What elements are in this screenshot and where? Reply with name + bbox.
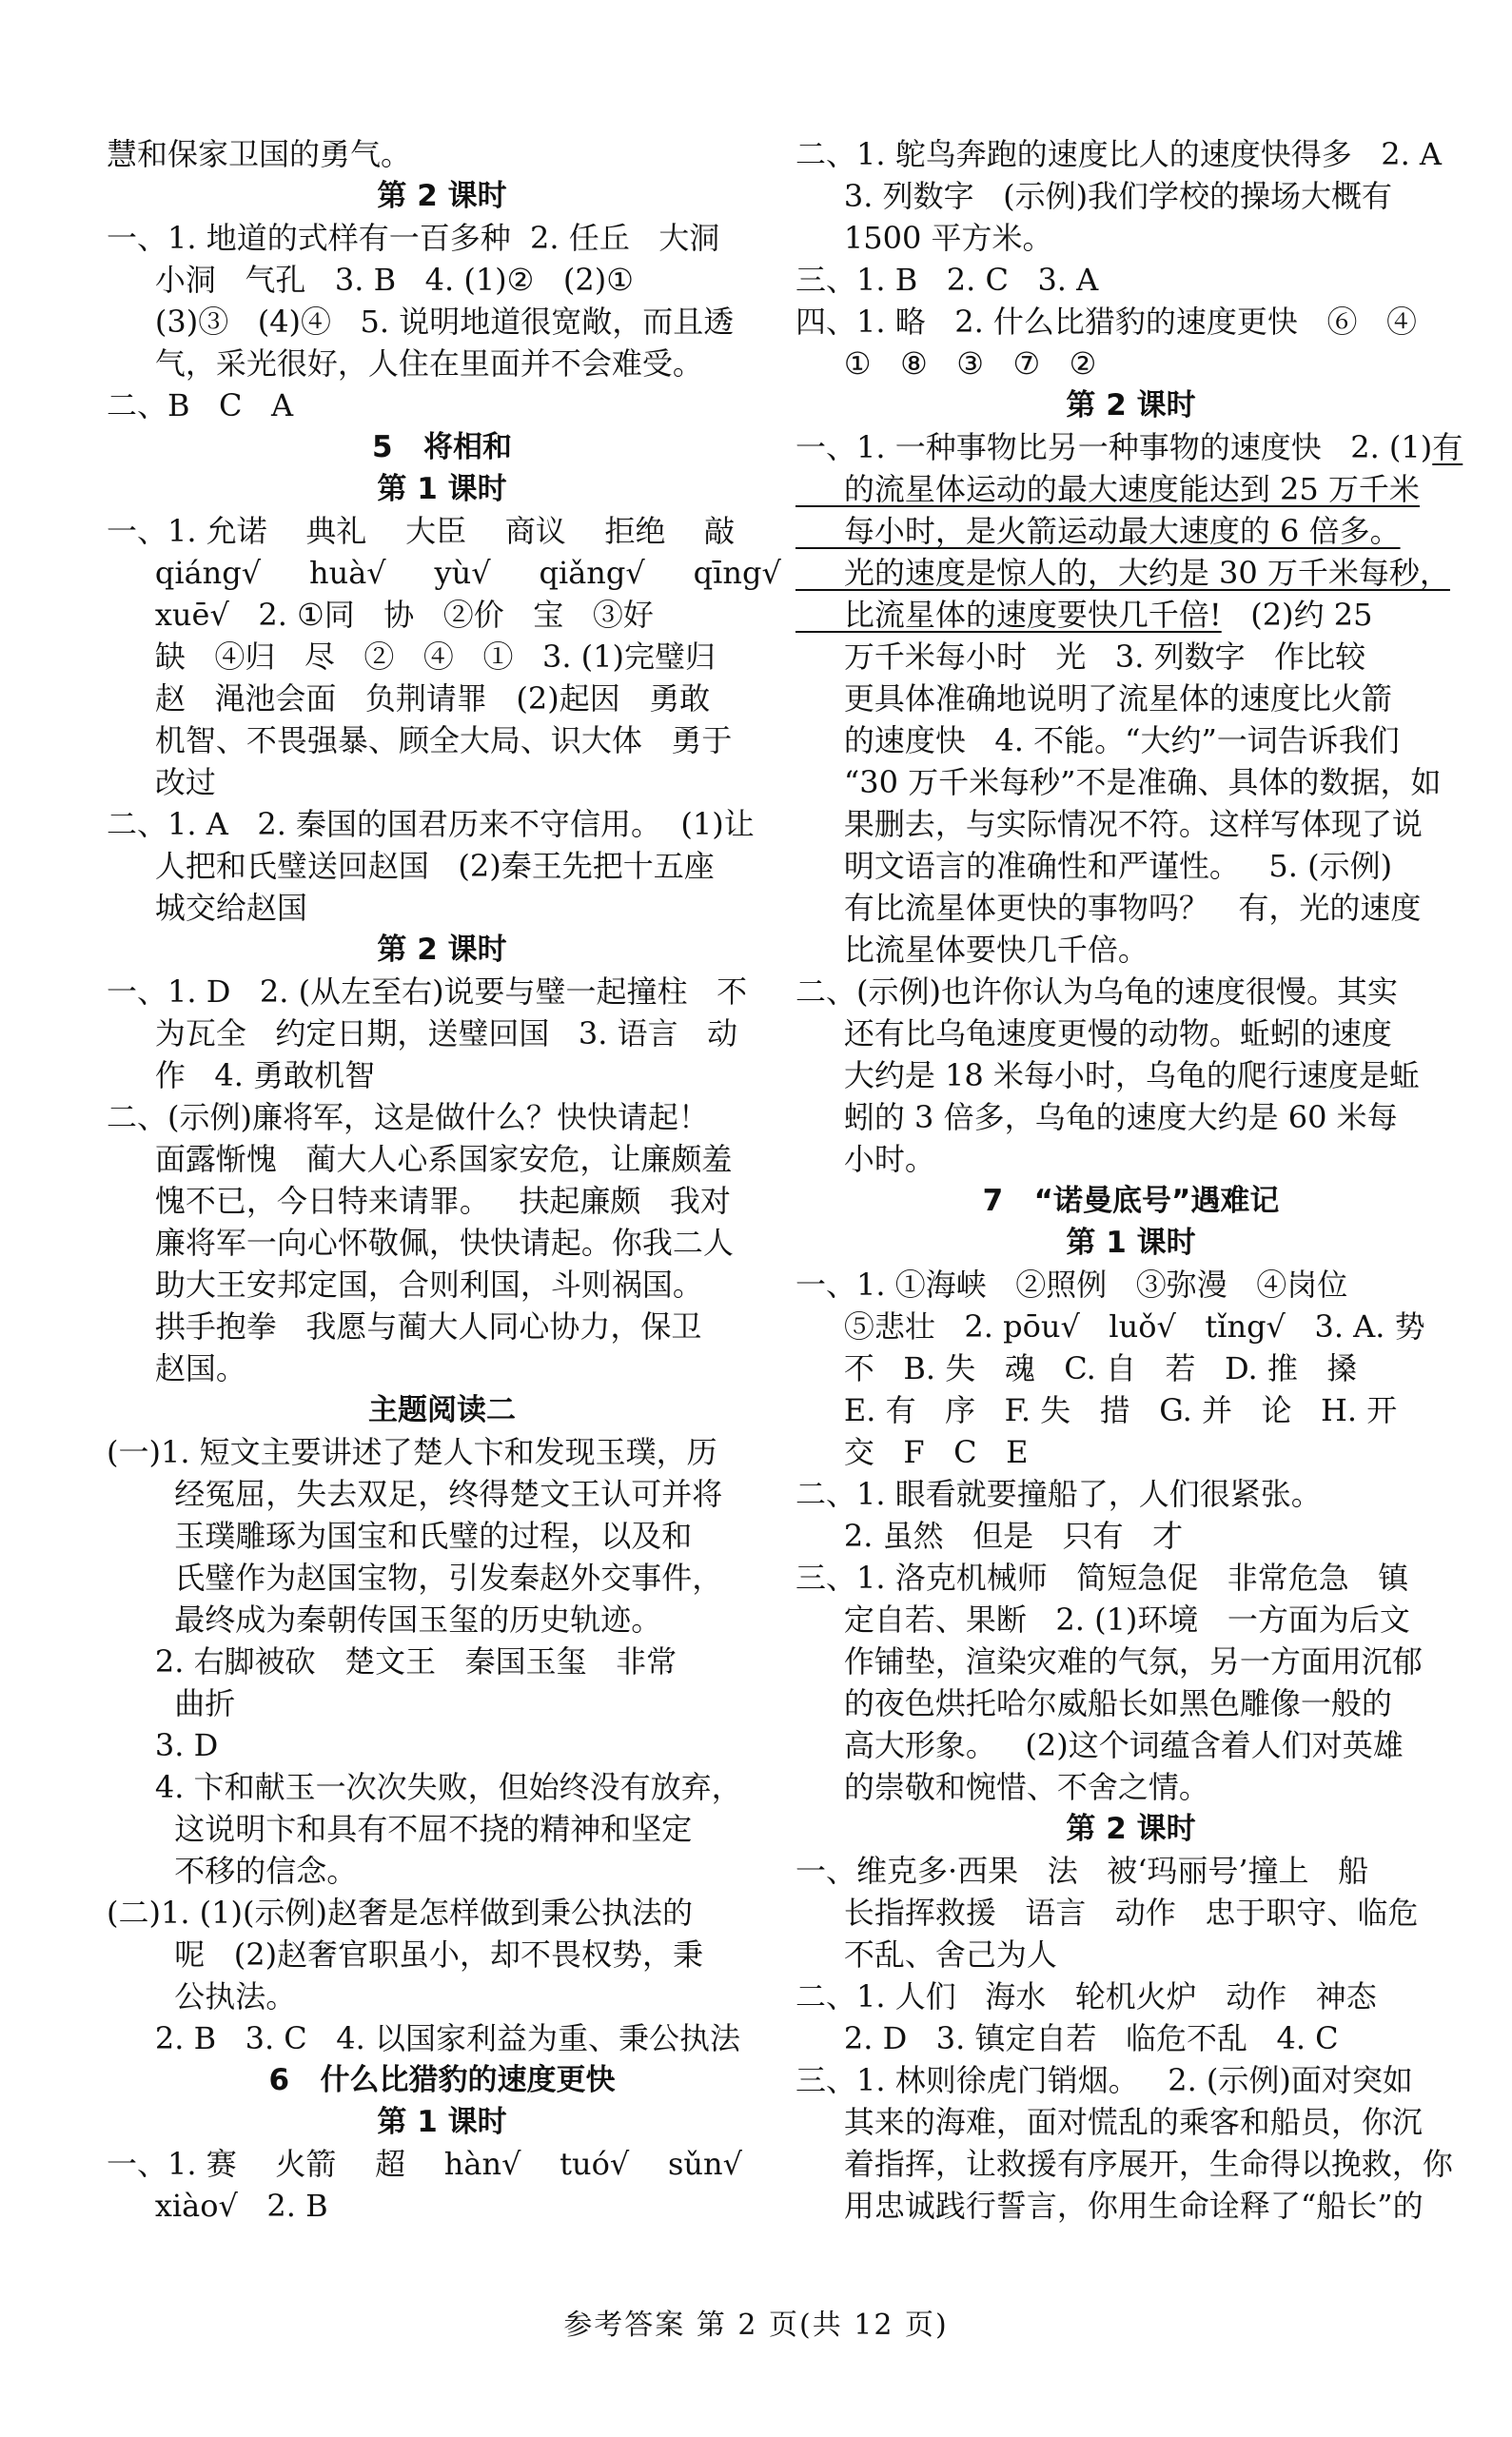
- answer-line: [107, 510, 777, 552]
- line-text: 定自若、果断 2. (1)环境 一方面为后文: [795, 1602, 1410, 1638]
- answer-line: [107, 636, 777, 678]
- line-text: 这说明卞和具有不屈不挠的精神和坚定: [107, 1811, 693, 1847]
- answer-line: [107, 1766, 777, 1808]
- answer-line: [107, 803, 777, 845]
- line-text: 二、1. 人们 海水 轮机火炉 动作 神态: [795, 1978, 1377, 2014]
- answer-line: [107, 1431, 777, 1473]
- answer-line: [795, 1347, 1466, 1389]
- line-text: 愧不已，今日特来请罪。 扶起廉颇 我对: [107, 1183, 731, 1219]
- underlined-text: 的流星体运动的最大速度能达到 25 万千米: [795, 471, 1420, 507]
- line-text: 还有比乌龟速度更慢的动物。蚯蚓的速度: [795, 1015, 1392, 1051]
- answer-line: [107, 1306, 777, 1347]
- line-text: 比流星体要快几千倍。: [795, 932, 1149, 968]
- line-text: 明文语言的准确性和严谨性。 5. (示例): [795, 848, 1393, 884]
- line-text: 一、1. 一种事物比另一种事物的速度快 2. (1): [795, 429, 1433, 465]
- answer-line: [795, 678, 1466, 719]
- section-heading: [107, 1389, 777, 1431]
- line-text: 作 4. 勇敢机智: [107, 1057, 376, 1093]
- right-column: [795, 133, 1466, 2227]
- section-heading: [107, 929, 777, 971]
- line-text: 为瓦全 约定日期，送璧回国 3. 语言 动: [107, 1015, 738, 1051]
- answer-line: [107, 1347, 777, 1389]
- section-heading: [107, 468, 777, 510]
- line-text: 廉将军一向心怀敬佩，快快请起。你我二人: [107, 1225, 734, 1261]
- answer-line: [795, 217, 1466, 259]
- line-text: 有比流星体更快的事物吗？ 有，光的速度: [795, 890, 1422, 926]
- answer-line: [107, 1724, 777, 1766]
- line-text: 二、(示例)也许你认为乌龟的速度很慢。其实: [795, 973, 1398, 1010]
- answer-line: [795, 133, 1466, 175]
- line-text: 万千米每小时 光 3. 列数字 作比较: [795, 639, 1366, 675]
- page-footer: 参考答案 第 2 页(共 12 页): [563, 2309, 949, 2342]
- line-text: 赵 渑池会面 负荆请罪 (2)起因 勇敢: [107, 680, 711, 717]
- answer-line: [107, 133, 777, 175]
- line-text: 2. 右脚被砍 楚文王 秦国玉玺 非常: [107, 1643, 677, 1680]
- answer-line: [795, 2017, 1466, 2059]
- line-text: 交 F C E: [795, 1434, 1029, 1470]
- answer-line: [795, 2059, 1466, 2101]
- line-text: 二、(示例)廉将军，这是做什么？快快请起！: [107, 1099, 709, 1135]
- answer-line: [795, 2143, 1466, 2185]
- line-text: 四、1. 略 2. 什么比猎豹的速度更快 ⑥ ④: [795, 304, 1417, 340]
- section-heading: [795, 384, 1466, 426]
- answer-line: [795, 1389, 1466, 1431]
- line-text: (3)③ (4)④ 5. 说明地道很宽敞，而且透: [107, 304, 735, 340]
- line-text: 的崇敬和惋惜、不舍之情。: [795, 1769, 1209, 1805]
- line-text: 3. 列数字 (示例)我们学校的操场大概有: [795, 178, 1393, 214]
- section-heading: [107, 426, 777, 468]
- answer-line: [107, 1515, 777, 1557]
- underlined-text: 光的速度是惊人的，大约是 30 万千米每秒，: [795, 555, 1450, 591]
- line-text: 2. B 3. C 4. 以国家利益为重、秉公执法: [107, 2020, 741, 2056]
- answer-line: [107, 301, 777, 343]
- line-text: 一、1. 赛 火箭 超 hàn√ tuó√ sǔn√: [107, 2146, 742, 2182]
- answer-line: [795, 636, 1466, 678]
- answer-line: [107, 1264, 777, 1306]
- line-text: ① ⑧ ③ ⑦ ②: [795, 345, 1097, 382]
- answer-line: [795, 468, 1466, 510]
- answer-line: [795, 1473, 1466, 1515]
- answer-line: [795, 1850, 1466, 1892]
- answer-line: [107, 1557, 777, 1599]
- answer-line: [107, 1934, 777, 1975]
- answer-line: [107, 1682, 777, 1724]
- answer-line: [795, 719, 1466, 761]
- answer-line: [795, 552, 1466, 594]
- answer-line: [795, 803, 1466, 845]
- underlined-text: 每小时，是火箭运动最大速度的 6 倍多。: [795, 513, 1401, 549]
- line-text: 二、B C A: [107, 387, 294, 423]
- line-text: 曲折: [107, 1685, 236, 1721]
- line-text: 二、1. A 2. 秦国的国君历来不守信用。 (1)让: [107, 806, 755, 842]
- line-text: 5 将相和: [372, 430, 512, 464]
- line-text: (二)1. (1)(示例)赵奢是怎样做到秉公执法的: [107, 1895, 693, 1931]
- line-text: 二、1. 眼看就要撞船了，人们很紧张。: [795, 1476, 1322, 1512]
- line-text: 6 什么比猎豹的速度更快: [268, 2063, 616, 2097]
- answer-line: [795, 301, 1466, 343]
- line-text: 改过: [107, 764, 216, 800]
- answer-line: [795, 175, 1466, 217]
- answer-line: [795, 2185, 1466, 2227]
- answer-line: [795, 845, 1466, 887]
- line-text: xiào√ 2. B: [107, 2188, 328, 2224]
- answer-line: [795, 426, 1466, 468]
- line-text: 三、1. 林则徐虎门销烟。 2. (示例)面对突如: [795, 2062, 1413, 2098]
- line-text: (2)约 25: [1221, 597, 1373, 633]
- answer-line: [107, 1641, 777, 1682]
- line-text: 高大形象。 (2)这个词蕴含着人们对英雄: [795, 1727, 1404, 1763]
- answer-line: [795, 1557, 1466, 1599]
- line-text: 机智、不畏强暴、顾全大局、识大体 勇于: [107, 722, 733, 758]
- line-text: 第 2 课时: [1066, 1812, 1196, 1846]
- answer-line: [107, 1054, 777, 1096]
- line-text: xuē√ 2. ①同 协 ②价 宝 ③好: [107, 597, 654, 633]
- answer-line: [795, 1431, 1466, 1473]
- line-text: 不乱、舍己为人: [795, 1936, 1057, 1973]
- line-text: (一)1. 短文主要讲述了楚人卞和发现玉璞，历: [107, 1434, 717, 1470]
- line-text: “30 万千米每秒”不是准确、具体的数据，如: [795, 764, 1442, 800]
- section-heading: [795, 1222, 1466, 1264]
- line-text: 助大王安邦定国，合则利国，斗则祸国。: [107, 1267, 703, 1303]
- line-text: ⑤悲壮 2. pōu√ luǒ√ tǐng√ 3. A. 势: [795, 1308, 1425, 1345]
- line-text: 一、1. 允诺 典礼 大臣 商议 拒绝 敲: [107, 513, 736, 549]
- answer-line: [795, 259, 1466, 301]
- section-heading: [107, 2059, 777, 2101]
- line-text: 作铺垫，渲染灾难的气氛，另一方面用沉郁: [795, 1643, 1423, 1680]
- answer-line: [795, 1934, 1466, 1975]
- line-text: 缺 ④归 尽 ② ④ ① 3. (1)完璧归: [107, 639, 716, 675]
- answer-line: [107, 1808, 777, 1850]
- line-text: 1500 平方米。: [795, 220, 1053, 256]
- line-text: 主题阅读二: [368, 1393, 516, 1427]
- answer-line: [795, 1096, 1466, 1138]
- line-text: qiáng√ huà√ yù√ qiǎng√ qīng√: [107, 555, 781, 591]
- line-text: 三、1. B 2. C 3. A: [795, 262, 1099, 298]
- answer-line: [107, 2143, 777, 2185]
- line-text: 最终成为秦朝传国玉玺的历史轨迹。: [107, 1602, 662, 1638]
- section-heading: [107, 2101, 777, 2143]
- line-text: 第 1 课时: [377, 2105, 507, 2139]
- answer-line: [795, 1892, 1466, 1934]
- line-text: 果删去，与实际情况不符。这样写体现了说: [795, 806, 1423, 842]
- line-text: 其来的海难，面对慌乱的乘客和船员，你沉: [795, 2104, 1423, 2140]
- answer-line: [795, 1766, 1466, 1808]
- line-text: 不移的信念。: [107, 1853, 358, 1889]
- line-text: 拱手抱拳 我愿与蔺大人同心协力，保卫: [107, 1308, 702, 1345]
- line-text: 二、1. 鸵鸟奔跑的速度比人的速度快得多 2. A: [795, 136, 1443, 172]
- answer-line: [107, 217, 777, 259]
- line-text: 的夜色烘托哈尔威船长如黑色雕像一般的: [795, 1685, 1392, 1721]
- line-text: 面露惭愧 蔺大人心系国家安危，让廉颇羞: [107, 1141, 733, 1177]
- answer-line: [107, 1850, 777, 1892]
- answer-line: [107, 1892, 777, 1934]
- answer-line: [795, 1138, 1466, 1180]
- line-text: 大约是 18 米每小时，乌龟的爬行速度是蚯: [795, 1057, 1420, 1093]
- answer-line: [107, 1599, 777, 1641]
- line-text: 第 2 课时: [1066, 388, 1196, 423]
- answer-line: [107, 1975, 777, 2017]
- answer-line: [107, 1222, 777, 1264]
- answer-line: [107, 2185, 777, 2227]
- line-text: 的速度快 4. 不能。“大约”一词告诉我们: [795, 722, 1400, 758]
- line-text: 2. 虽然 但是 只有 才: [795, 1518, 1184, 1554]
- answer-line: [795, 1682, 1466, 1724]
- answer-line: [107, 343, 777, 384]
- line-text: 2. D 3. 镇定自若 临危不乱 4. C: [795, 2020, 1339, 2056]
- left-column: [107, 133, 781, 2227]
- line-text: 第 1 课时: [1066, 1226, 1196, 1260]
- answer-line: [107, 1012, 777, 1054]
- answer-line: [795, 510, 1466, 552]
- line-text: 更具体准确地说明了流星体的速度比火箭: [795, 680, 1392, 717]
- underlined-text: 有: [1432, 429, 1463, 465]
- line-text: 小洞 气孔 3. B 4. (1)② (2)①: [107, 262, 634, 298]
- answer-line: [795, 1306, 1466, 1347]
- line-text: 公执法。: [107, 1978, 297, 2014]
- answer-line: [795, 929, 1466, 971]
- answer-line: [107, 845, 777, 887]
- answer-line: [107, 2017, 777, 2059]
- answer-line: [795, 1515, 1466, 1557]
- line-text: 人把和氏璧送回赵国 (2)秦王先把十五座: [107, 848, 715, 884]
- answer-line: [795, 1724, 1466, 1766]
- answer-line: [795, 1641, 1466, 1682]
- answer-line: [795, 2101, 1466, 2143]
- answer-line: [107, 552, 781, 594]
- line-text: 长指挥救援 语言 动作 忠于职守、临危: [795, 1895, 1419, 1931]
- answer-line: [107, 259, 777, 301]
- line-text: 一、维克多·西果 法 被‘玛丽号’撞上 船: [795, 1853, 1369, 1889]
- line-text: 7 “诺曼底号”遇难记: [982, 1184, 1280, 1218]
- answer-line: [107, 719, 777, 761]
- line-text: 蚓的 3 倍多，乌龟的速度大约是 60 米每: [795, 1099, 1398, 1135]
- line-text: 经冤屈，失去双足，终得楚文王认可并将: [107, 1476, 723, 1512]
- answer-line: [795, 1264, 1466, 1306]
- line-text: 赵国。: [107, 1350, 246, 1386]
- line-text: 呢 (2)赵奢官职虽小，却不畏权势，秉: [107, 1936, 704, 1973]
- underlined-text: 比流星体的速度要快几千倍!: [795, 597, 1222, 633]
- section-heading: [107, 175, 777, 217]
- line-text: 气，采光很好，人住在里面并不会难受。: [107, 345, 703, 382]
- answer-line: [107, 971, 777, 1012]
- line-text: 用忠诚践行誓言，你用生命诠释了“船长”的: [795, 2188, 1424, 2224]
- line-text: 一、1. ①海峡 ②照例 ③弥漫 ④岗位: [795, 1267, 1348, 1303]
- line-text: 城交给赵国: [107, 890, 307, 926]
- answer-line: [795, 594, 1466, 636]
- line-text: 4. 卞和献玉一次次失败，但始终没有放弃，: [107, 1769, 742, 1805]
- answer-line: [795, 1054, 1466, 1096]
- answer-line: [795, 1012, 1466, 1054]
- answer-line: [107, 1138, 777, 1180]
- answer-line: [107, 1096, 777, 1138]
- line-text: 着指挥，让救援有序展开，生命得以挽救，你: [795, 2146, 1453, 2182]
- line-text: 第 1 课时: [377, 472, 507, 506]
- answer-line: [107, 594, 777, 636]
- section-heading: [795, 1808, 1466, 1850]
- answer-line: [795, 1599, 1466, 1641]
- answer-line: [107, 1180, 777, 1222]
- line-text: 玉璞雕琢为国宝和氏璧的过程，以及和: [107, 1518, 693, 1554]
- answer-line: [795, 887, 1466, 929]
- answer-line: [107, 384, 777, 426]
- answer-line: [107, 678, 777, 719]
- answer-line: [795, 971, 1466, 1012]
- answer-line: [107, 761, 777, 803]
- answer-line: [795, 761, 1466, 803]
- line-text: 一、1. D 2. (从左至右)说要与璧一起撞柱 不: [107, 973, 748, 1010]
- answer-line: [107, 1473, 777, 1515]
- answer-line: [107, 887, 777, 929]
- line-text: 三、1. 洛克机械师 简短急促 非常危急 镇: [795, 1560, 1409, 1596]
- line-text: 3. D: [107, 1727, 219, 1763]
- answer-line: [795, 343, 1466, 384]
- line-text: 慧和保家卫国的勇气。: [107, 136, 412, 172]
- line-text: 一、1. 地道的式样有一百多种 2. 任丘 大洞: [107, 220, 720, 256]
- answer-line: [795, 1975, 1466, 2017]
- line-text: 氏璧作为赵国宝物，引发秦赵外交事件，: [107, 1560, 723, 1596]
- section-heading: [795, 1180, 1466, 1222]
- line-text: 第 2 课时: [377, 179, 507, 213]
- line-text: 不 B. 失 魂 C. 自 若 D. 推 搡: [795, 1350, 1358, 1386]
- line-text: 第 2 课时: [377, 933, 507, 967]
- line-text: 小时。: [795, 1141, 935, 1177]
- line-text: E. 有 序 F. 失 措 G. 并 论 H. 开: [795, 1392, 1398, 1428]
